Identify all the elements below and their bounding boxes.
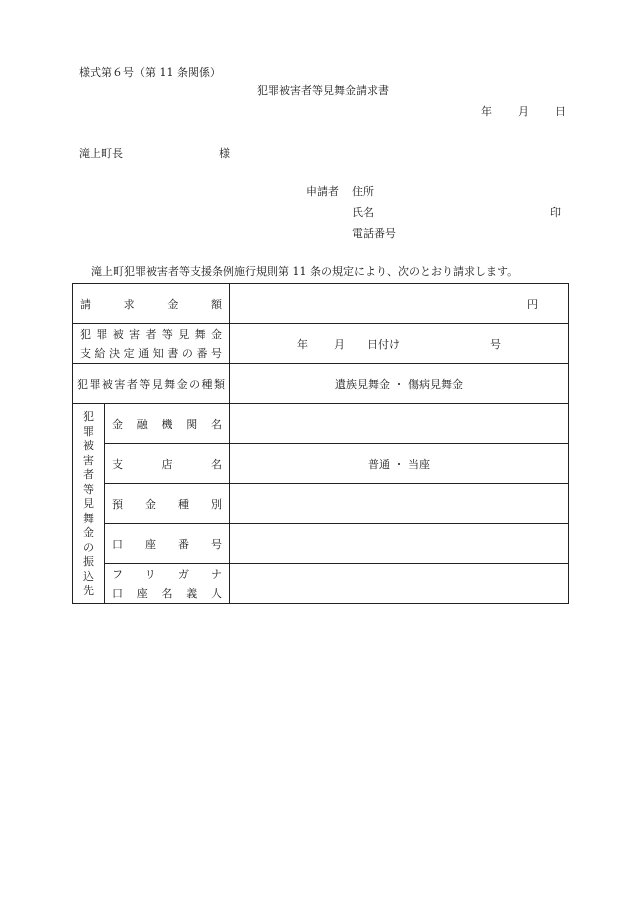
addressee (79, 147, 230, 161)
bank-row (73, 404, 569, 444)
date-line (481, 105, 566, 119)
applicant-address-label: 住所 (352, 185, 374, 198)
branch-row (73, 444, 569, 484)
amount-unit: 円 (527, 297, 538, 311)
holder-row (73, 564, 569, 604)
notification-year: 年 (297, 337, 308, 351)
holder-field[interactable] (230, 564, 569, 604)
type-field[interactable]: 遺族見舞金 ・ 傷病見舞金 (230, 364, 569, 404)
document-title: 犯罪被害者等見舞金請求書 (257, 84, 389, 97)
holder-name-label: 口座名義人 (112, 586, 222, 600)
notification-dated: 日付け (367, 337, 400, 351)
addressee-suffix: 様 (219, 147, 230, 160)
account-number-row (73, 524, 569, 564)
transfer-char: 込 (83, 569, 94, 583)
amount-label: 請求金額 (73, 284, 230, 324)
transfer-char: 金 (83, 526, 94, 540)
request-form-table (72, 283, 569, 604)
account-number-label: 口座番号 (105, 524, 230, 564)
account-number-field[interactable] (230, 524, 569, 564)
branch-label: 支店名 (105, 444, 230, 484)
seal-mark: 印 (550, 206, 561, 219)
request-statement: 滝上町犯罪被害者等支援条例施行規則第 11 条の規定により、次のとおり請求します。 (91, 265, 519, 278)
notification-label-line2: 支給決定通知書の番号 (80, 346, 222, 360)
amount-row (73, 284, 569, 324)
deposit-type-field[interactable] (230, 484, 569, 524)
transfer-char: の (83, 540, 94, 554)
deposit-type-row (73, 484, 569, 524)
transfer-char: 被 (83, 439, 94, 453)
transfer-char: 先 (83, 584, 94, 598)
type-label: 犯罪被害者等見舞金の種類 (73, 364, 230, 404)
furigana-label: フリガナ (112, 567, 222, 581)
transfer-char: 犯 (83, 410, 94, 424)
addressee-name: 滝上町長 (79, 147, 123, 160)
notification-month: 月 (334, 337, 345, 351)
bank-field[interactable] (230, 404, 569, 444)
notification-label (73, 324, 230, 364)
transfer-char: 罪 (83, 424, 94, 438)
date-year: 年 (481, 105, 492, 118)
notification-field[interactable] (230, 324, 569, 364)
transfer-char: 舞 (83, 511, 94, 525)
transfer-group-label (73, 404, 105, 604)
transfer-char: 見 (83, 497, 94, 511)
applicant-phone-label: 電話番号 (352, 227, 396, 240)
notification-row (73, 324, 569, 364)
transfer-char: 等 (83, 482, 94, 496)
holder-label (105, 564, 230, 604)
transfer-char: 害 (83, 453, 94, 467)
amount-field[interactable] (230, 284, 569, 324)
applicant-name-label: 氏名 (352, 206, 374, 219)
date-month: 月 (518, 105, 529, 118)
transfer-char: 者 (83, 468, 94, 482)
notification-label-line1: 犯罪被害者等見舞金 (80, 327, 222, 341)
form-number-label: 様式第６号（第 11 条関係） (79, 66, 221, 79)
transfer-char: 振 (83, 555, 94, 569)
notification-number: 号 (490, 337, 501, 351)
applicant-label: 申請者 (306, 185, 339, 198)
branch-field[interactable]: 普通 ・ 当座 (230, 444, 569, 484)
type-row (73, 364, 569, 404)
bank-label: 金融機関名 (105, 404, 230, 444)
date-day: 日 (555, 105, 566, 118)
deposit-type-label: 預金種別 (105, 484, 230, 524)
